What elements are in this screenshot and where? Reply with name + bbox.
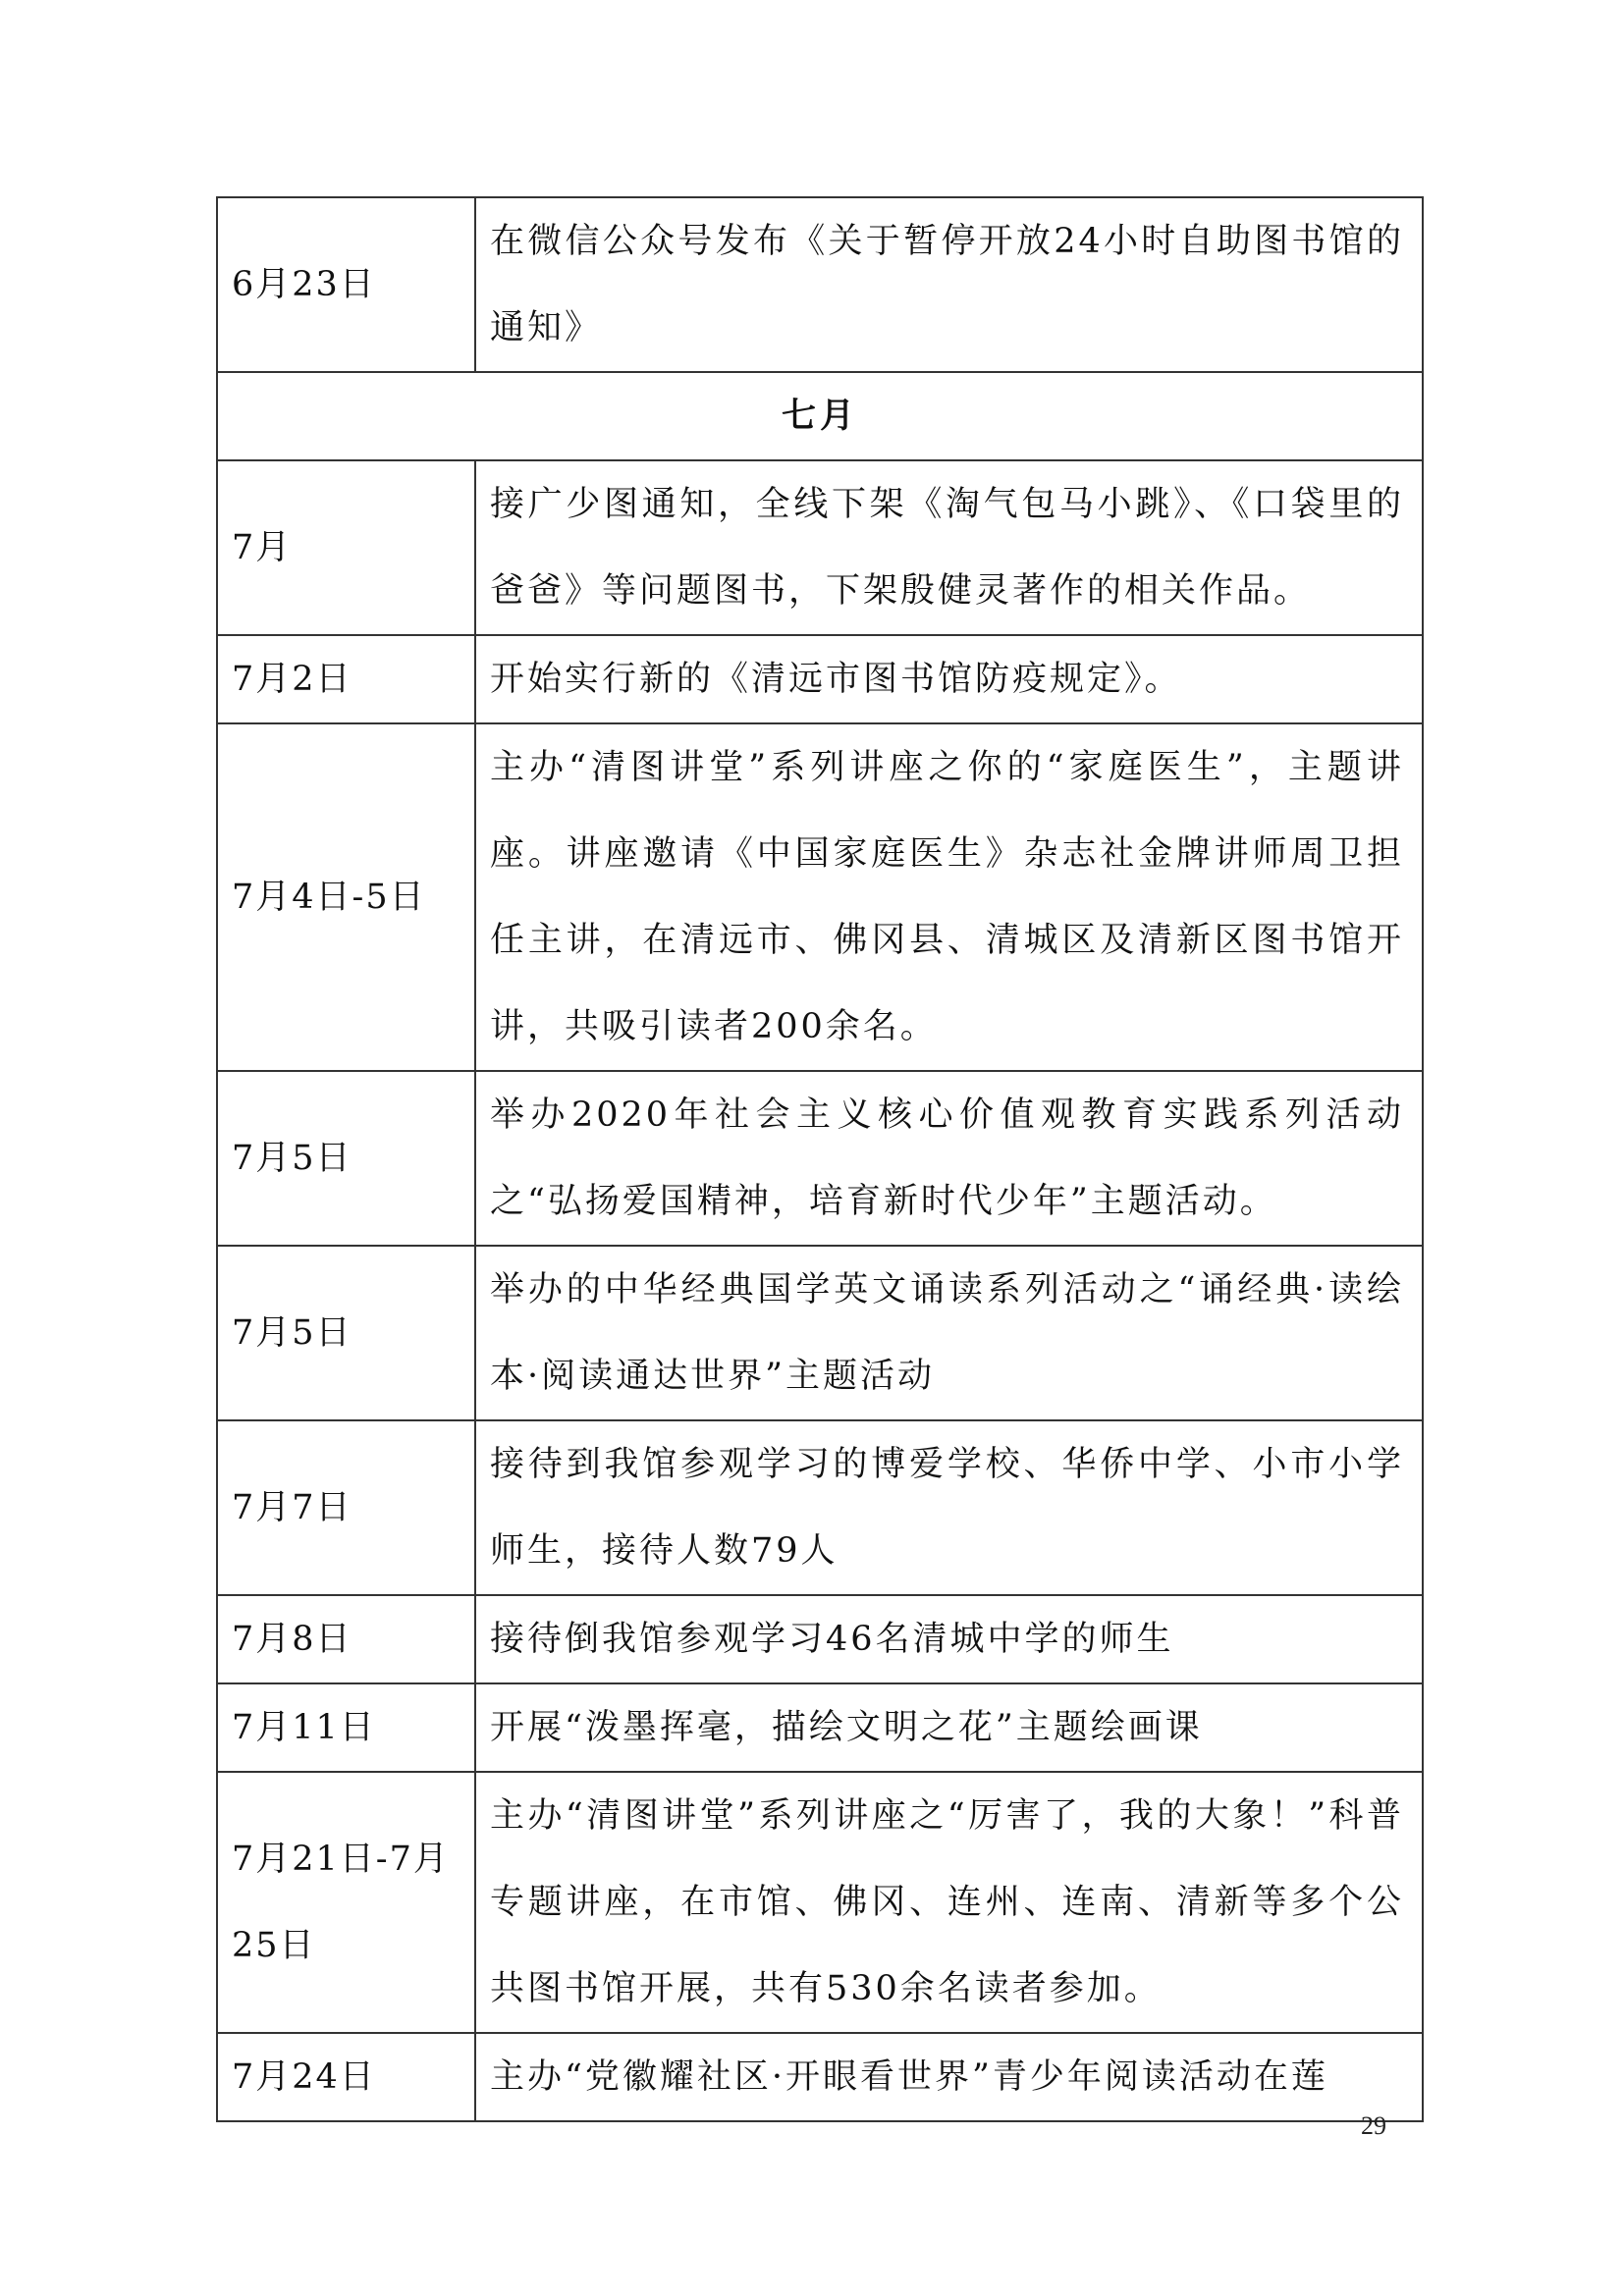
description-cell: 接待到我馆参观学习的博爱学校、华侨中学、小市小学师生，接待人数79人 — [475, 1420, 1423, 1595]
date-cell: 7月 — [217, 460, 475, 635]
table-row — [217, 723, 1423, 1071]
description-cell: 接待倒我馆参观学习46名清城中学的师生 — [475, 1595, 1423, 1683]
page-number: 29 — [1361, 2111, 1386, 2140]
table-row — [217, 460, 1423, 635]
date-cell: 7月8日 — [217, 1595, 475, 1683]
description-cell: 接广少图通知，全线下架《淘气包马小跳》、《口袋里的爸爸》等问题图书，下架殷健灵著作的相关作品。 — [475, 460, 1423, 635]
date-cell: 7月5日 — [217, 1246, 475, 1420]
description-cell: 举办的中华经典国学英文诵读系列活动之“诵经典·读绘本·阅读通达世界”主题活动 — [475, 1246, 1423, 1420]
date-cell: 7月4日-5日 — [217, 723, 475, 1071]
table-row — [217, 1683, 1423, 1772]
date-cell: 7月7日 — [217, 1420, 475, 1595]
month-header-row — [217, 372, 1423, 460]
table-row — [217, 197, 1423, 372]
description-cell: 主办“清图讲堂”系列讲座之你的“家庭医生”，主题讲座。讲座邀请《中国家庭医生》杂志社金牌讲师周卫担任主讲，在清远市、佛冈县、清城区及清新区图书馆开讲，共吸引读者200余名。 — [475, 723, 1423, 1071]
description-cell: 在微信公众号发布《关于暂停开放24小时自助图书馆的通知》 — [475, 197, 1423, 372]
chronicle-table — [216, 196, 1424, 2122]
date-cell: 7月11日 — [217, 1683, 475, 1772]
description-cell: 举办2020年社会主义核心价值观教育实践系列活动之“弘扬爱国精神，培育新时代少年”主题活动。 — [475, 1071, 1423, 1246]
date-cell: 6月23日 — [217, 197, 475, 372]
description-cell: 主办“党徽耀社区·开眼看世界”青少年阅读活动在莲 — [475, 2033, 1423, 2121]
table-row — [217, 1071, 1423, 1246]
table-row — [217, 1246, 1423, 1420]
date-cell: 7月2日 — [217, 635, 475, 723]
month-heading: 七月 — [217, 372, 1423, 460]
table-row — [217, 2033, 1423, 2121]
table-row — [217, 1595, 1423, 1683]
description-cell: 开展“泼墨挥毫，描绘文明之花”主题绘画课 — [475, 1683, 1423, 1772]
description-cell: 开始实行新的《清远市图书馆防疫规定》。 — [475, 635, 1423, 723]
table-row — [217, 635, 1423, 723]
date-cell: 7月21日-7月25日 — [217, 1772, 475, 2033]
date-cell: 7月24日 — [217, 2033, 475, 2121]
date-cell: 7月5日 — [217, 1071, 475, 1246]
table-row — [217, 1420, 1423, 1595]
description-cell: 主办“清图讲堂”系列讲座之“厉害了，我的大象！”科普专题讲座，在市馆、佛冈、连州、连南、清新等多个公共图书馆开展，共有530余名读者参加。 — [475, 1772, 1423, 2033]
table-row — [217, 1772, 1423, 2033]
